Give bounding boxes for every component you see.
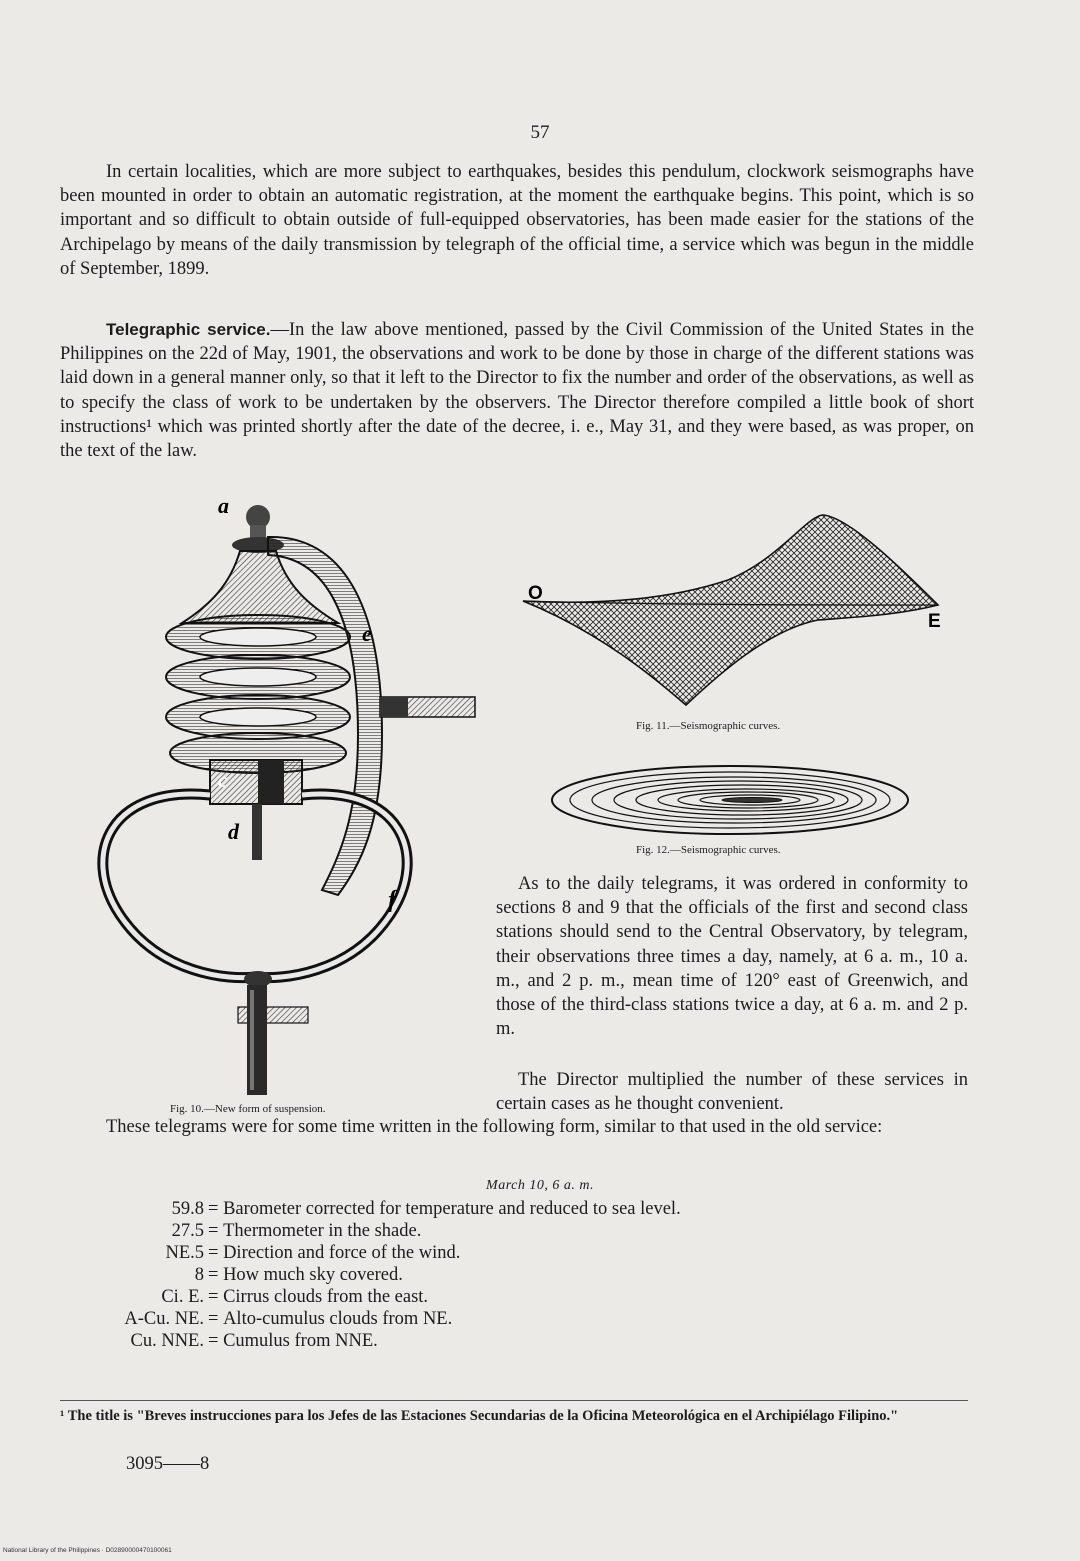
equals-sign: = — [208, 1309, 219, 1329]
label-o: O — [528, 583, 543, 604]
telegram-meaning: Barometer corrected for temperature and reduced to sea level. — [223, 1199, 681, 1219]
label-e: e — [362, 621, 372, 646]
telegram-meaning: How much sky covered. — [223, 1265, 403, 1285]
telegram-code: Cu. NNE. — [130, 1331, 204, 1351]
telegram-code: 27.5 — [171, 1221, 204, 1241]
paragraph-seismographs: In certain localities, which are more subject to earthquakes, besides this pendulum, clockwork seismographs have been mounted in order to obtain an automatic registration, at the moment the earthquake begins. This point, which is so important and so difficult to obtain outside of full-equipped observatories, has been made easier for the stations of the Archipelago by means of the daily transmission by telegraph of the official time, a service which was begun in the middle of September, 1899. — [60, 162, 974, 279]
equals-sign: = — [208, 1287, 219, 1307]
equals-sign: = — [208, 1221, 219, 1241]
table-row — [70, 1308, 681, 1330]
telegram-code: Ci. E. — [161, 1287, 204, 1307]
telegram-meaning: Cumulus from NNE. — [223, 1331, 378, 1351]
telegram-meaning: Alto-cumulus clouds from NE. — [223, 1309, 453, 1329]
telegram-code: 8 — [194, 1265, 204, 1285]
paragraph-telegram-form: These telegrams were for some time written in the following form, similar to that used in the old service: — [106, 1117, 883, 1137]
equals-sign: = — [208, 1331, 219, 1351]
paragraph-director-services: The Director multiplied the number of these services in certain cases as he thought convenient. — [496, 1070, 968, 1115]
label-e-east: E — [928, 611, 941, 632]
telegram-code: 59.8 — [171, 1199, 204, 1219]
table-row — [70, 1242, 681, 1264]
archive-stamp: National Library of the Philippines · D02890000470100061 — [3, 1547, 172, 1554]
table-row — [70, 1286, 681, 1308]
label-f: f — [388, 887, 396, 913]
figure-12-caption: Fig. 12.—Seismographic curves. — [636, 844, 781, 856]
telegram-code: A-Cu. NE. — [124, 1309, 204, 1329]
telegram-table — [70, 1198, 681, 1352]
label-a: a — [218, 495, 229, 518]
label-c: c — [218, 770, 227, 792]
telegram-dateline: March 10, 6 a. m. — [486, 1178, 594, 1193]
telegram-meaning: Direction and force of the wind. — [223, 1243, 461, 1263]
paragraph-daily-telegrams: As to the daily telegrams, it was ordered in conformity to sections 8 and 9 that the officials of the first and second class stations should send to the Central Observatory, by telegram, their observations three times a day, namely, at 6 a. m., 10 a. m., and 2 p. m., mean time of 120° east of Greenwich, and those of the third-class stations twice a day, at 6 a. m. and 2 p. m. — [496, 874, 968, 1040]
printer-signature: 3095——8 — [126, 1454, 210, 1474]
paragraph-telegraphic-service — [60, 318, 974, 463]
equals-sign: = — [208, 1243, 219, 1263]
equals-sign: = — [208, 1199, 219, 1219]
paragraph-body: —In the law above mentioned, passed by the Civil Commission of the United States in the Philippines on the 22d of May, 1901, the observations and work to be done by those in charge of the different stations was laid down in a general manner only, so that it left to the Director to fix the number and order of the observations, as well as to specify the class of work to be undertaken by the observers. The Director therefore compiled a little book of short instructions¹ which was printed shortly after the date of the decree, i. e., May 31, and they were based, as was proper, on the text of the law. — [60, 320, 974, 462]
figure-11-caption: Fig. 11.—Seismographic curves. — [636, 720, 781, 732]
footnote: ¹ The title is "Breves instrucciones para los Jefes de las Estaciones Secundarias de la Oficina Meteorológica en el Archipiélago Filipino." — [60, 1408, 899, 1424]
section-heading: Telegraphic service. — [106, 320, 271, 339]
figure-10-suspension — [90, 495, 485, 1105]
footnote-divider — [60, 1400, 968, 1401]
table-row — [70, 1330, 681, 1352]
label-d: d — [228, 819, 239, 844]
table-row — [70, 1198, 681, 1220]
telegram-code: NE.5 — [165, 1243, 204, 1263]
figure-12-curves — [548, 762, 912, 838]
page-number: 57 — [530, 122, 550, 143]
table-row — [70, 1220, 681, 1242]
table-row — [70, 1264, 681, 1286]
telegram-meaning: Cirrus clouds from the east. — [223, 1287, 429, 1307]
figure-11-curves — [518, 505, 968, 715]
equals-sign: = — [208, 1265, 219, 1285]
telegram-meaning: Thermometer in the shade. — [223, 1221, 422, 1241]
figure-10-caption: Fig. 10.—New form of suspension. — [170, 1103, 326, 1115]
